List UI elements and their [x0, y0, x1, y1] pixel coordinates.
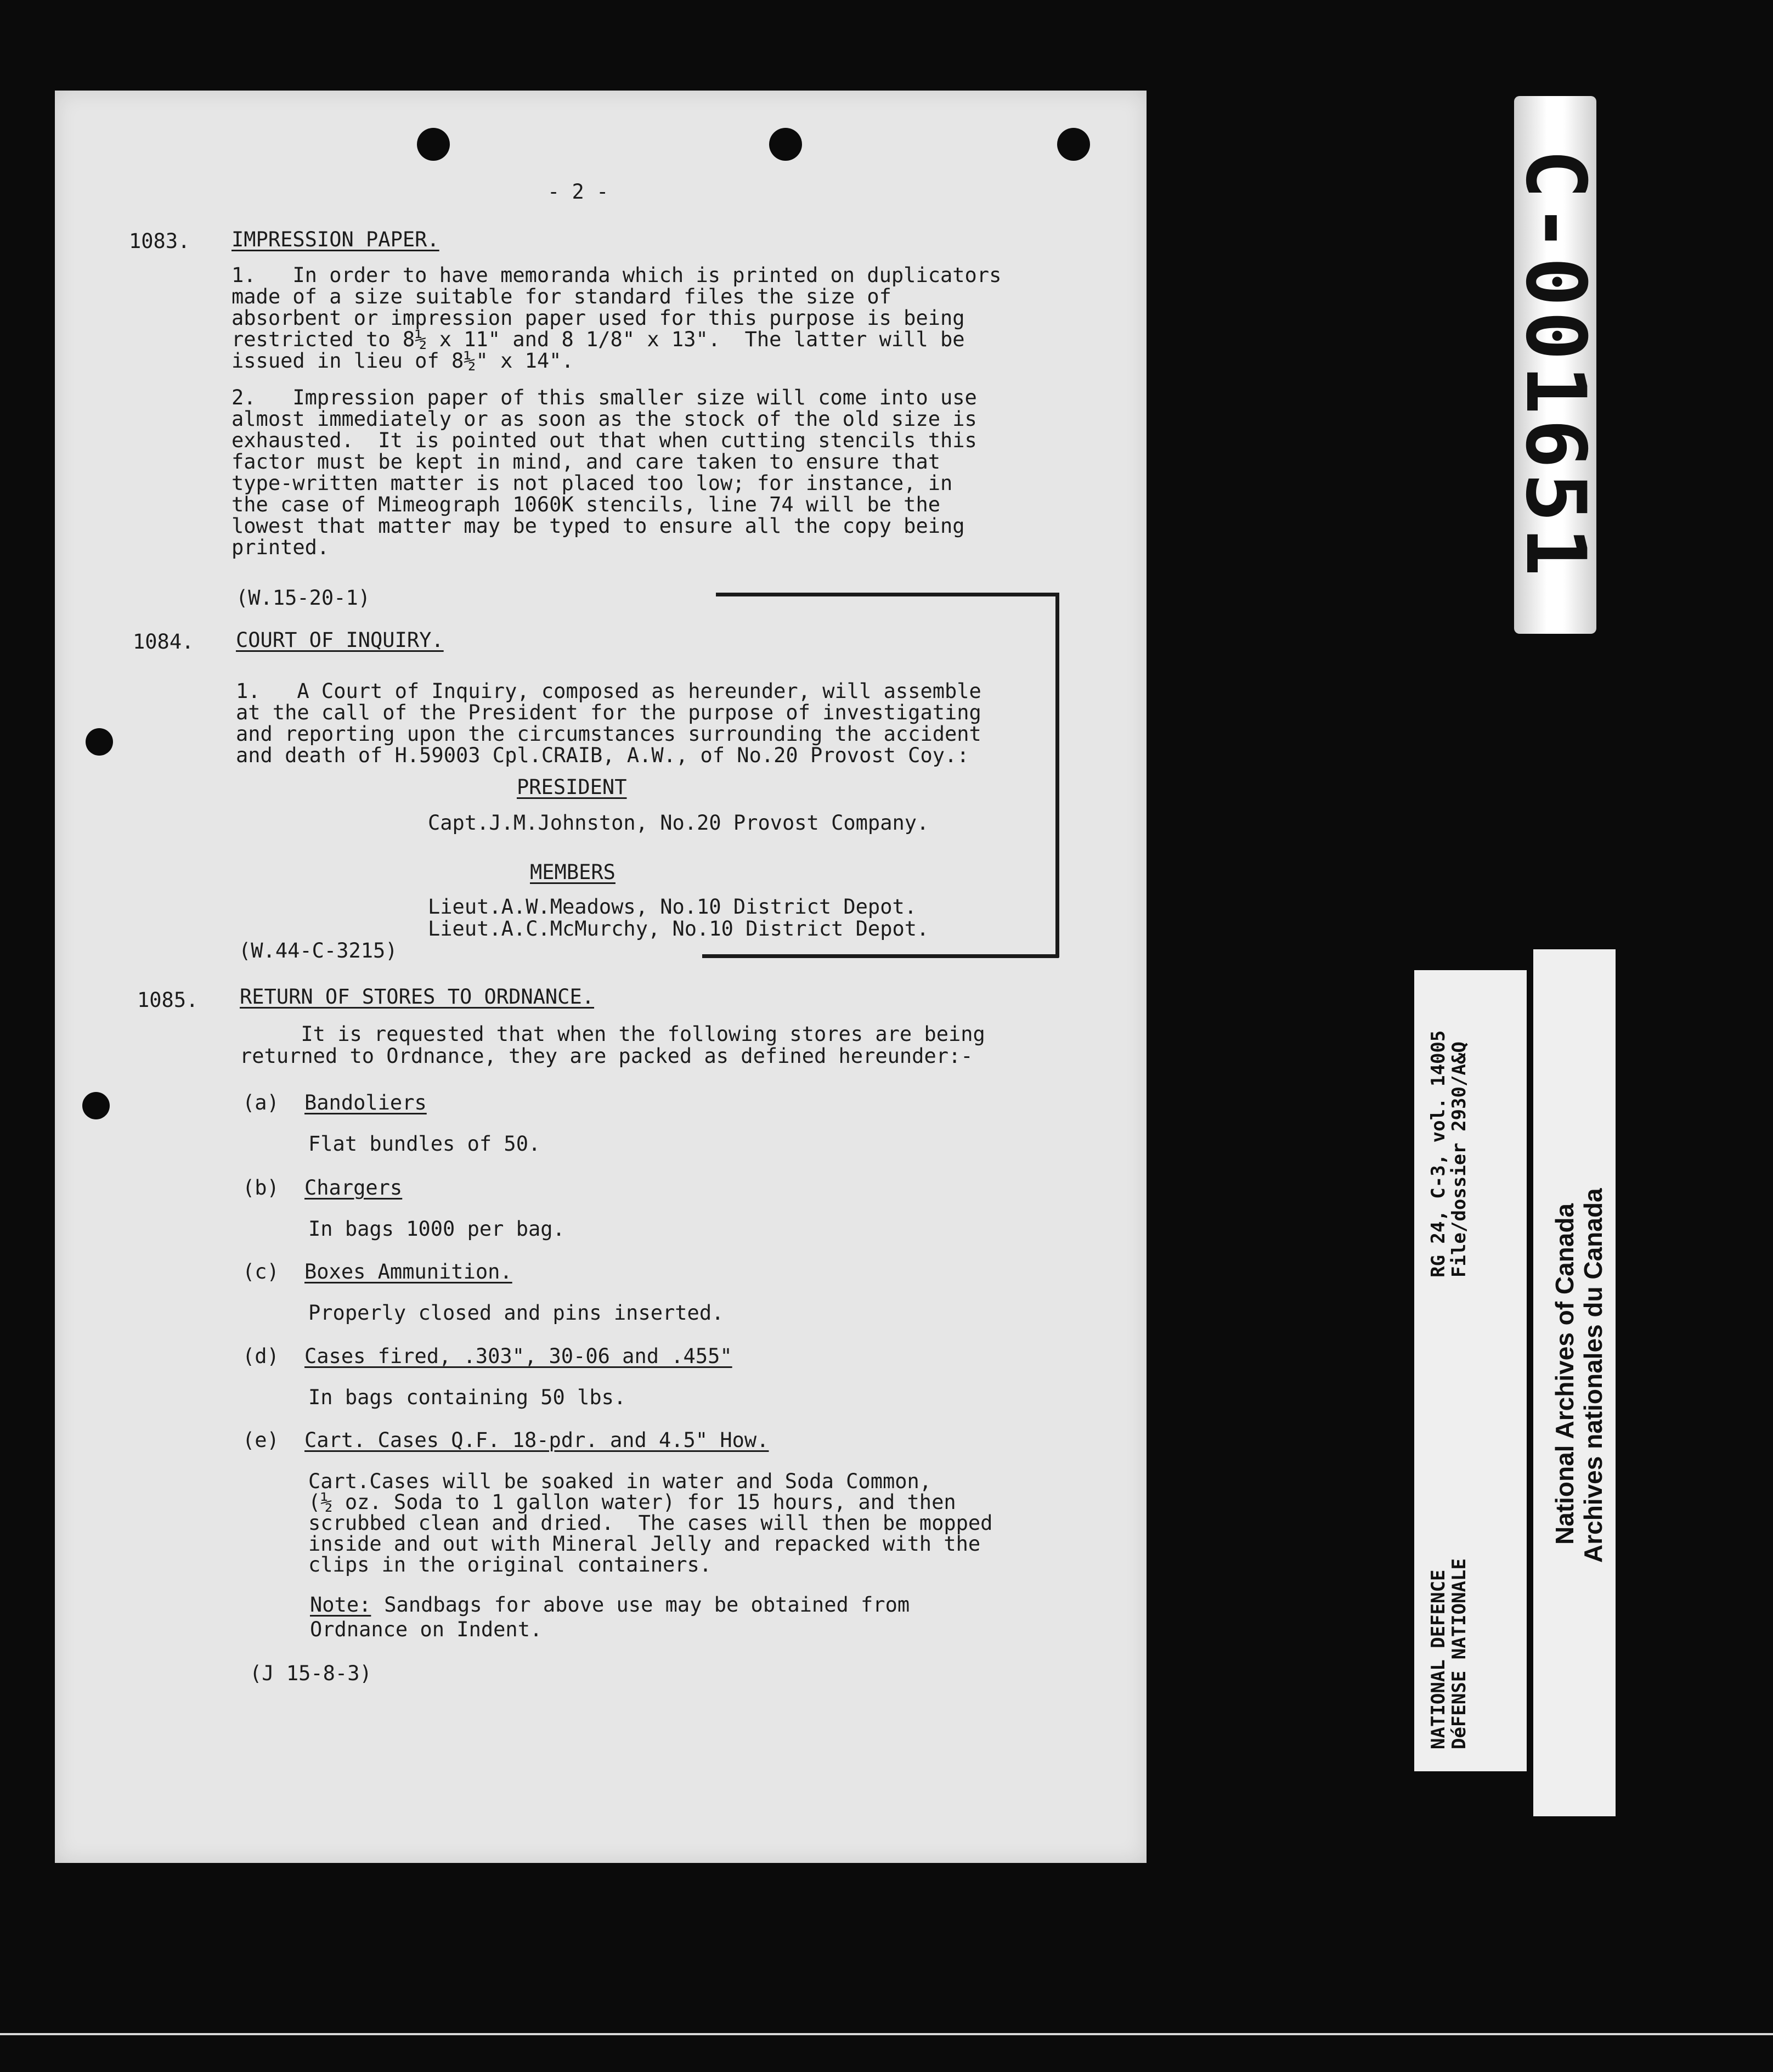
text-line: 1. A Court of Inquiry, composed as hereunder, will assemble [236, 679, 981, 703]
film-edge-line [0, 2033, 1773, 2035]
item-letter: (d) [242, 1344, 279, 1368]
punch-hole [82, 1092, 110, 1119]
punch-hole [86, 728, 113, 756]
president-heading: PRESIDENT [517, 775, 627, 799]
item-description: inside and out with Mineral Jelly and repacked with the [308, 1532, 981, 1556]
text-line: restricted to 8½ x 11" and 8 1/8" x 13". The latter will be [231, 328, 965, 351]
file-reference: (W.44-C-3215) [239, 939, 398, 962]
text-line: type-written matter is not placed too low; for instance, in [231, 471, 953, 495]
section-title: RETURN OF STORES TO ORDNANCE. [240, 985, 595, 1009]
margin-bracket [716, 593, 1059, 596]
members-heading: MEMBERS [530, 860, 616, 884]
text-line: the case of Mimeograph 1060K stencils, line 74 will be the [231, 493, 941, 516]
text-line: factor must be kept in mind, and care taken to ensure that [231, 450, 941, 474]
item-letter: (c) [242, 1260, 279, 1283]
label-line2: DéFENSE NATIONALE [1448, 1558, 1470, 1749]
item-description: Flat bundles of 50. [308, 1132, 541, 1156]
label-line1: NATIONAL DEFENCE [1427, 1569, 1449, 1749]
item-description: clips in the original containers. [308, 1553, 712, 1576]
president-name: Capt.J.M.Johnston, No.20 Provost Company. [428, 811, 929, 835]
section-title: COURT OF INQUIRY. [236, 628, 444, 652]
text-line: and reporting upon the circumstances surrounding the accident [236, 722, 981, 746]
item-description: In bags 1000 per bag. [308, 1217, 565, 1241]
text-line: exhausted. It is pointed out that when cutting stencils this [231, 429, 977, 452]
section-number: 1085. [137, 988, 199, 1012]
item-letter: (a) [242, 1091, 279, 1114]
item-description: Properly closed and pins inserted. [308, 1301, 724, 1325]
text-line: Sandbags for above use may be obtained from [372, 1593, 910, 1617]
text-line: lowest that matter may be typed to ensure all the copy being [231, 514, 965, 538]
item-name: Bandoliers [304, 1091, 427, 1114]
page-number: - 2 - [547, 180, 609, 204]
item-name: Cases fired, .303", 30-06 and .455" [304, 1344, 732, 1368]
text-line: printed. [231, 536, 330, 559]
reel-number: C-001651 [1507, 149, 1603, 581]
text-line: 1. In order to have memoranda which is printed on duplicators [231, 263, 1002, 287]
item-name: Cart. Cases Q.F. 18-pdr. and 4.5" How. [304, 1428, 769, 1452]
label-ref2: File/dossier 2930/A&Q [1448, 1041, 1470, 1277]
archive-name-en: National Archives of Canada [1550, 1203, 1579, 1545]
item-description: (½ oz. Soda to 1 gallon water) for 15 hours, and then [308, 1490, 956, 1514]
text-line: and death of H.59003 Cpl.CRAIB, A.W., of No.20 Provost Coy.: [236, 744, 969, 767]
text-line: It is requested that when the following stores are being [240, 1022, 985, 1046]
text-line: Ordnance on Indent. [310, 1618, 543, 1641]
file-reference: (W.15-20-1) [236, 586, 371, 610]
file-reference: (J 15-8-3) [250, 1662, 372, 1685]
member-name: Lieut.A.C.McMurchy, No.10 District Depot. [428, 917, 929, 941]
item-description: scrubbed clean and dried. The cases will then be mopped [308, 1511, 993, 1535]
punch-hole [1057, 128, 1090, 161]
text-line: 2. Impression paper of this smaller size will come into use [231, 386, 977, 409]
item-description: In bags containing 50 lbs. [308, 1386, 626, 1409]
text-line: made of a size suitable for standard files the size of [231, 285, 891, 308]
item-name: Boxes Ammunition. [304, 1260, 512, 1283]
note-label: Note: [310, 1593, 371, 1617]
member-name: Lieut.A.W.Meadows, No.10 District Depot. [428, 895, 917, 919]
punch-hole [417, 128, 450, 161]
item-letter: (b) [242, 1176, 279, 1200]
text-line: almost immediately or as soon as the stock of the old size is [231, 407, 977, 431]
punch-hole [769, 128, 802, 161]
label-ref1: RG 24, C-3, vol. 14005 [1427, 1030, 1449, 1277]
margin-bracket [702, 954, 1059, 958]
text-line: absorbent or impression paper used for this purpose is being [231, 306, 965, 330]
item-letter: (e) [242, 1428, 279, 1452]
item-name: Chargers [304, 1176, 403, 1200]
reel-number-label [1507, 96, 1603, 634]
section-number: 1083. [129, 229, 190, 253]
text-line: issued in lieu of 8½" x 14". [231, 349, 574, 373]
margin-bracket [1055, 593, 1059, 958]
archive-name-card [1533, 949, 1616, 1816]
text-line: returned to Ordnance, they are packed as defined hereunder:- [240, 1044, 973, 1068]
archive-name-fr: Archives nationales du Canada [1579, 1188, 1607, 1563]
item-description: Cart.Cases will be soaked in water and Soda Common, [308, 1469, 932, 1493]
section-number: 1084. [133, 630, 194, 654]
document-page [55, 91, 1147, 1863]
section-title: IMPRESSION PAPER. [231, 228, 439, 251]
archive-label-card [1414, 970, 1527, 1771]
text-line: at the call of the President for the purpose of investigating [236, 701, 981, 724]
